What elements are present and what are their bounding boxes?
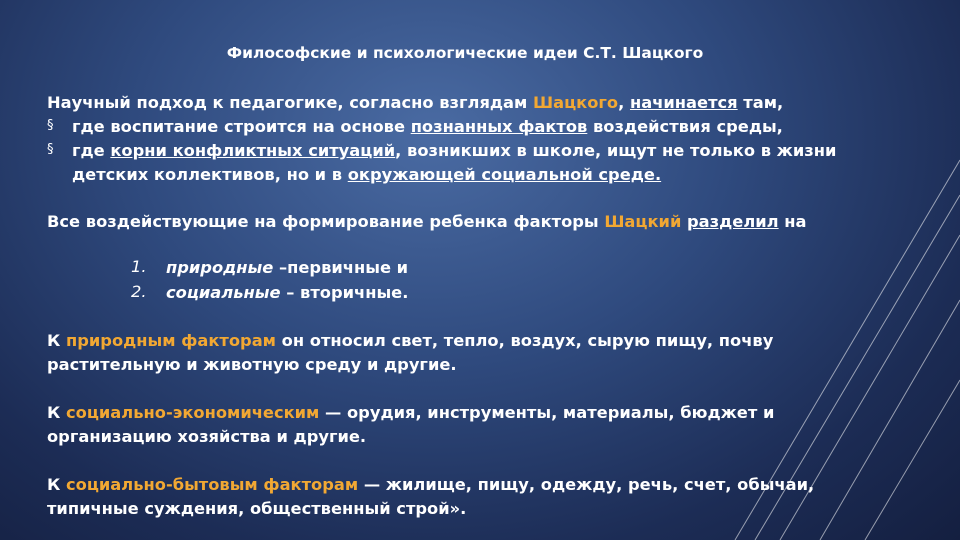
economic-factors-line-2: организацию хозяйства и другие. bbox=[47, 427, 367, 446]
factors-text: Все воздействующие на формирование ребенка факторы bbox=[47, 212, 605, 231]
paragraph-text: — жилище, пищу, одежду, речь, счет, обычаи, bbox=[358, 475, 815, 494]
list-item-term: социальные bbox=[166, 283, 281, 302]
bullet-text: , возникших в школе, ищут не только в жизни bbox=[395, 141, 837, 160]
paragraph-text: он относил свет, тепло, воздух, сырую пищу, почву bbox=[276, 331, 774, 350]
paragraph-text: — орудия, инструменты, материалы, бюджет и bbox=[319, 403, 775, 422]
list-item-natural bbox=[166, 256, 408, 280]
natural-factors-line-2: растительную и животную среду и другие. bbox=[47, 355, 457, 374]
bullet-icon: § bbox=[47, 142, 54, 157]
household-factors-line-2: типичные суждения, общественный строй». bbox=[47, 499, 467, 518]
list-item-text: – вторичные. bbox=[280, 283, 409, 302]
list-item-text: –первичные и bbox=[273, 258, 409, 277]
bullet-text: воздействия среды, bbox=[587, 117, 783, 136]
underlined-term: познанных фактов bbox=[410, 117, 588, 136]
factors-intro-line bbox=[47, 210, 807, 234]
intro-text: там, bbox=[737, 93, 784, 112]
shatsky-highlight: Шацкого bbox=[533, 93, 619, 112]
natural-factors-line-1 bbox=[47, 329, 773, 353]
natural-factors-highlight: природным факторам bbox=[65, 331, 276, 350]
underlined-term: окружающей социальной среде. bbox=[347, 165, 662, 184]
economic-factors-line-1 bbox=[47, 401, 774, 425]
paragraph-text: К bbox=[47, 331, 66, 350]
underlined-term: разделил bbox=[687, 212, 779, 231]
slide-title: Философские и психологические идеи С.Т. Шацкого bbox=[226, 44, 704, 62]
shatsky-highlight: Шацкий bbox=[604, 212, 682, 231]
list-item-term: природные bbox=[166, 258, 274, 277]
list-number-1: 1. bbox=[131, 257, 147, 276]
paragraph-text: К bbox=[47, 475, 66, 494]
bullet-text: где bbox=[72, 141, 111, 160]
household-factors-highlight: социально-бытовым факторам bbox=[65, 475, 359, 494]
list-number-2: 2. bbox=[131, 282, 147, 301]
household-factors-line-1 bbox=[47, 473, 814, 497]
intro-line-1 bbox=[47, 91, 783, 115]
underlined-term: начинается bbox=[629, 93, 738, 112]
bullet-item-1 bbox=[72, 115, 783, 139]
bullet-text: где воспитание строится на основе bbox=[72, 117, 411, 136]
economic-factors-highlight: социально-экономическим bbox=[65, 403, 320, 422]
bullet-item-2-continued bbox=[72, 163, 661, 187]
factors-text: на bbox=[778, 212, 807, 231]
list-item-social bbox=[166, 281, 408, 305]
paragraph-text: К bbox=[47, 403, 66, 422]
bullet-text: детских коллективов, но и в bbox=[72, 165, 348, 184]
bullet-item-2 bbox=[72, 139, 836, 163]
bullet-icon: § bbox=[47, 118, 54, 133]
underlined-term: корни конфликтных ситуаций bbox=[110, 141, 396, 160]
intro-text: , bbox=[618, 93, 630, 112]
intro-text: Научный подход к педагогике, согласно взглядам bbox=[47, 93, 534, 112]
